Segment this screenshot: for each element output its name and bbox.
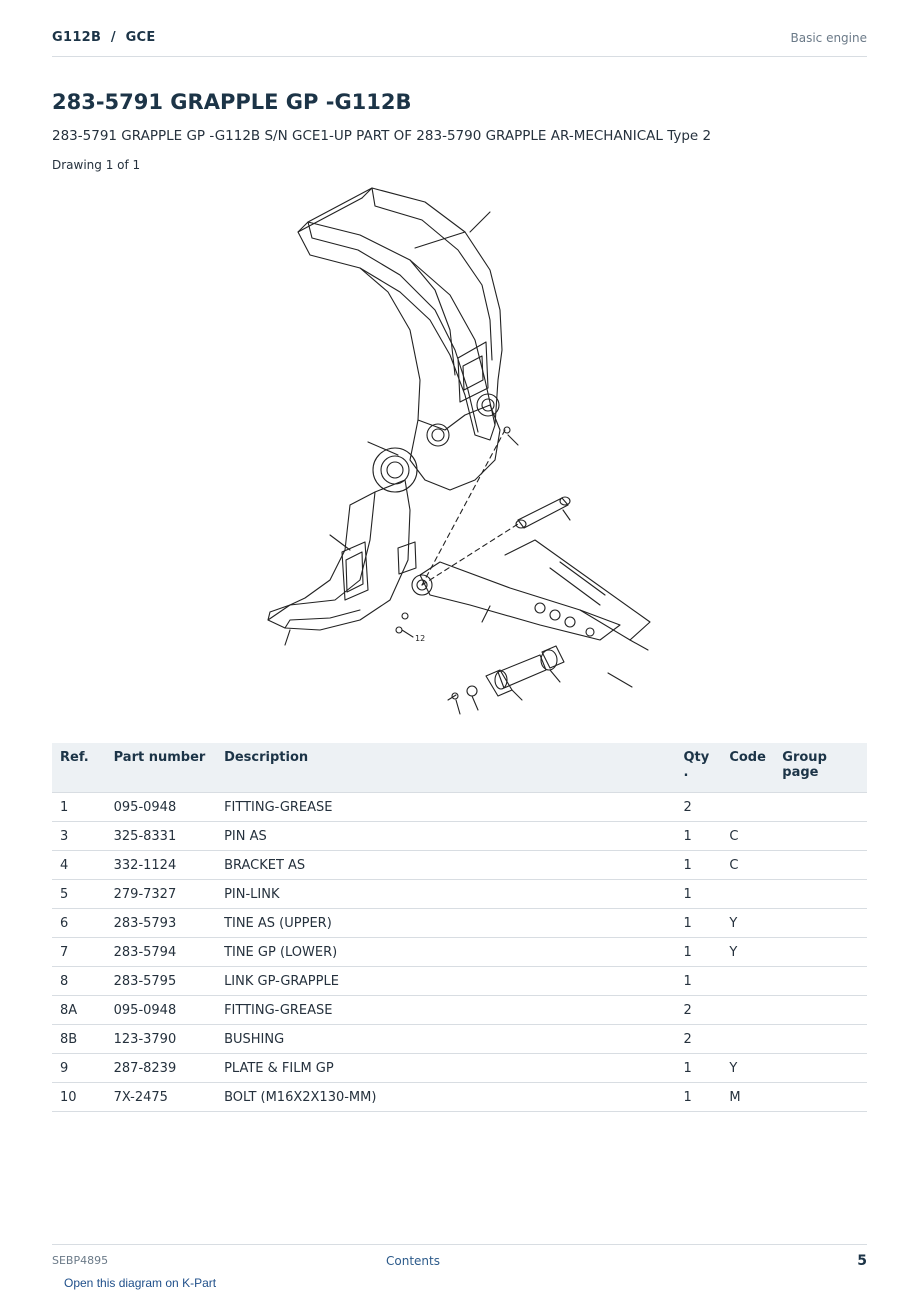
cell-group-page <box>774 822 867 851</box>
cell-code: Y <box>721 1054 774 1083</box>
cell-qty: 2 <box>675 1025 721 1054</box>
section-name: Basic engine <box>790 31 867 45</box>
cell-code <box>721 996 774 1025</box>
cell-description: LINK GP-GRAPPLE <box>216 967 675 996</box>
kpart-link[interactable]: Open this diagram on K-Part <box>64 1276 217 1290</box>
cell-description: FITTING-GREASE <box>216 996 675 1025</box>
cell-qty: 1 <box>675 880 721 909</box>
cell-description: BRACKET AS <box>216 851 675 880</box>
cell-ref: 4 <box>52 851 106 880</box>
cell-ref: 9 <box>52 1054 106 1083</box>
cell-ref: 1 <box>52 793 106 822</box>
cell-group-page <box>774 938 867 967</box>
cell-group-page <box>774 1083 867 1112</box>
table-row <box>52 851 867 880</box>
parts-table-header <box>52 743 867 793</box>
cell-code <box>721 967 774 996</box>
page-header <box>52 28 867 57</box>
cell-code: Y <box>721 938 774 967</box>
cell-qty: 1 <box>675 967 721 996</box>
upper-tine <box>298 222 495 440</box>
cell-group-page <box>774 1025 867 1054</box>
cell-qty: 2 <box>675 793 721 822</box>
col-code: Code <box>721 743 774 793</box>
cell-description: FITTING-GREASE <box>216 793 675 822</box>
page-number: 5 <box>857 1253 867 1269</box>
cell-ref: 10 <box>52 1083 106 1112</box>
page-title: 283-5791 GRAPPLE GP -G112B <box>52 90 412 114</box>
cell-ref: 6 <box>52 909 106 938</box>
cell-qty: 1 <box>675 851 721 880</box>
cell-group-page <box>774 793 867 822</box>
cell-ref: 8B <box>52 1025 106 1054</box>
cell-description: BUSHING <box>216 1025 675 1054</box>
col-description: Description <box>216 743 675 793</box>
table-row <box>52 793 867 822</box>
cell-group-page <box>774 909 867 938</box>
cell-group-page <box>774 851 867 880</box>
grapple-drawing <box>250 180 670 725</box>
cell-part-number: 283-5795 <box>106 967 216 996</box>
cell-group-page <box>774 996 867 1025</box>
cell-description: BOLT (M16X2X130-MM) <box>216 1083 675 1112</box>
cell-group-page <box>774 1054 867 1083</box>
cell-ref: 7 <box>52 938 106 967</box>
cell-group-page <box>774 967 867 996</box>
table-row <box>52 909 867 938</box>
exploded-parts-diagram <box>250 180 670 725</box>
table-row <box>52 1054 867 1083</box>
contents-link[interactable]: Contents <box>386 1254 440 1268</box>
bushing <box>542 646 564 668</box>
cell-qty: 1 <box>675 1083 721 1112</box>
pin-as <box>498 655 546 688</box>
drawing-label: Drawing 1 of 1 <box>52 158 141 172</box>
page-subtitle: 283-5791 GRAPPLE GP -G112B S/N GCE1-UP PART OF 283-5790 GRAPPLE AR-MECHANICAL Type 2 <box>52 128 712 144</box>
cell-part-number: 123-3790 <box>106 1025 216 1054</box>
table-row <box>52 967 867 996</box>
cell-part-number: 332-1124 <box>106 851 216 880</box>
col-part-number: Part number <box>106 743 216 793</box>
cell-ref: 3 <box>52 822 106 851</box>
table-row <box>52 1083 867 1112</box>
cell-description: TINE GP (LOWER) <box>216 938 675 967</box>
document-id: SEBP4895 <box>52 1254 109 1267</box>
cell-qty: 1 <box>675 938 721 967</box>
table-row <box>52 1025 867 1054</box>
cell-qty: 1 <box>675 1054 721 1083</box>
cell-part-number: 095-0948 <box>106 996 216 1025</box>
cell-ref: 8A <box>52 996 106 1025</box>
cell-code: C <box>721 822 774 851</box>
table-row <box>52 938 867 967</box>
cell-description: PLATE & FILM GP <box>216 1054 675 1083</box>
table-row <box>52 822 867 851</box>
cell-code: M <box>721 1083 774 1112</box>
col-qty: Qty . <box>675 743 721 793</box>
cell-description: PIN AS <box>216 822 675 851</box>
cell-part-number: 095-0948 <box>106 793 216 822</box>
lower-tine <box>268 480 410 630</box>
parts-table <box>52 743 867 1112</box>
cell-code <box>721 793 774 822</box>
cell-part-number: 287-8239 <box>106 1054 216 1083</box>
cell-code <box>721 880 774 909</box>
cell-part-number: 283-5794 <box>106 938 216 967</box>
cell-ref: 5 <box>52 880 106 909</box>
table-row <box>52 880 867 909</box>
table-row <box>52 996 867 1025</box>
cell-description: TINE AS (UPPER) <box>216 909 675 938</box>
callout-12: 12 <box>415 634 426 643</box>
page-footer <box>52 1244 867 1275</box>
cell-qty: 2 <box>675 996 721 1025</box>
cell-qty: 1 <box>675 822 721 851</box>
cell-qty: 1 <box>675 909 721 938</box>
cell-code <box>721 1025 774 1054</box>
cell-code: Y <box>721 909 774 938</box>
col-group-page: Group page <box>774 743 867 793</box>
model-breadcrumb: G112B / GCE <box>52 30 156 45</box>
cell-part-number: 283-5793 <box>106 909 216 938</box>
cell-group-page <box>774 880 867 909</box>
cell-part-number: 279-7327 <box>106 880 216 909</box>
cell-part-number: 325-8331 <box>106 822 216 851</box>
col-ref: Ref. <box>52 743 106 793</box>
cell-code: C <box>721 851 774 880</box>
cell-ref: 8 <box>52 967 106 996</box>
cell-description: PIN-LINK <box>216 880 675 909</box>
cell-part-number: 7X-2475 <box>106 1083 216 1112</box>
